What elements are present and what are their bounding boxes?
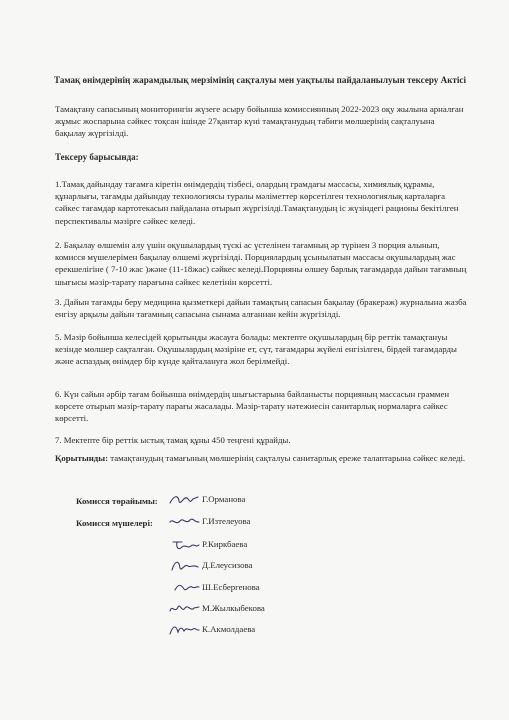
members-label: Комисся мүшелері: <box>76 518 153 528</box>
chair-signature-row <box>168 492 245 508</box>
member-name: К.Акмолдаева <box>202 624 256 635</box>
check-item-5: 5. Мәзір бойынша келесідей қорытынды жасауға болады: мектепте оқушылардың бір реттік тамақтануы кезінде мөлшер сақталған. Оқушылардың мәзіріне ет, сүт, тағамдары жүйелі енгізілген, бірдей тағамдарды және аспаздық өнімдер бір күнде қайталануға жол берілмейді. <box>55 332 457 367</box>
member-row <box>168 601 265 617</box>
intro-paragraph: Тамақтану сапасының мониторингін жүзеге асыру бойынша комиссиянның 2022-2023 оқу жылына арналған жұмыс жоспарына сәйкес тоқсан ішінде 27қантар күні тамақтанудың табиғи мөлшерінің сақталуына бақылау жүргізілді. <box>55 104 464 139</box>
document-title: Тамақ өнімдерінің жарамдылық мерзімінің сақталуы мен уақтылы пайдаланылуын тексеру Актісі <box>53 75 466 85</box>
member-name: Г.Изтелеуова <box>202 516 251 527</box>
member-row <box>170 537 247 553</box>
signature-icon <box>170 537 200 553</box>
check-item-3: 3. Дайын тағамды беру медицина қызметкері дайын тамақтың сапасын бақылау (бракераж) журналына жазба енгізу арқылы дайын тағамның сапасына сынама алғаннан кейін жүргізілді. <box>55 297 467 320</box>
chair-name: Г.Орманова <box>202 494 246 505</box>
conclusion-label: Қорытынды: <box>55 453 109 463</box>
signature-icon <box>168 514 200 530</box>
check-item-1: 1.Тамақ дайындау тағамға кіретін өнімдердің тізбесі, олардың грамдағы массасы, химиялық құрамы, құнарлығы, тағамды дайындау технологиясы туралы мәліметтер көрсетілген технологиялық карталарға сәйкес тағамдар картотекасын пайдалана отырып жүргізілді.Тамақтанудың іс жүзіндегі рационы бекітілген перспективалы мәзірге сәйкес келеді. <box>55 179 459 226</box>
member-name: Р.Киркбаева <box>202 539 248 550</box>
check-heading: Тексеру барысында: <box>55 152 139 162</box>
check-item-7: 7. Мектепте бір реттік ыстық тамақ құны 450 теңгені құрайды. <box>55 435 291 445</box>
member-name: М.Жылкыбекова <box>202 603 265 614</box>
member-row <box>170 558 252 574</box>
conclusion <box>55 452 467 464</box>
signature-icon <box>168 622 200 638</box>
signature-icon <box>168 492 200 508</box>
member-row <box>168 514 250 530</box>
signature-icon <box>168 601 200 617</box>
member-name: Д.Елеусизова <box>202 560 253 571</box>
conclusion-text: тамақтанудың тамағының мөлшерінің сақталуы санитарлық ереже талаптарына сәйкес келеді. <box>108 453 466 463</box>
signature-icon <box>170 558 200 574</box>
check-item-6: 6. Күн сайын әрбір тағам бойынша өнімдердің шығыстарына байланысты порцияның массасын граммен көрсете отырып мәзір-тарату парағы жасалады. Мәзір-тарату нәтежиесін санитарлық нормаларға сәйкес көрсетті. <box>55 389 450 424</box>
chair-label: Комисся төрайымы: <box>76 496 158 506</box>
member-row <box>168 622 255 638</box>
member-name: Ш.Есбергенова <box>202 582 260 593</box>
check-item-2: 2. Бақылау өлшемін алу үшін оқушылардың түскі ас үстелінен тағамның әр түрінен 3 порция алынып, комисся мүшелерімен бақылау өлшемі жүргізілді. Порциялардың ұсынылатын массасы оқушылардың жас ерекшелігіне ( 7-10 жас )және (11-18жас) сәйкес келеді.Порцияны өлшеу барлық тағамдарда дайын тағамның шығысы мәзір-тарату парағына сәйкес келетінін көрсетті. <box>55 240 467 287</box>
member-row <box>172 580 260 596</box>
signature-icon <box>172 580 200 596</box>
